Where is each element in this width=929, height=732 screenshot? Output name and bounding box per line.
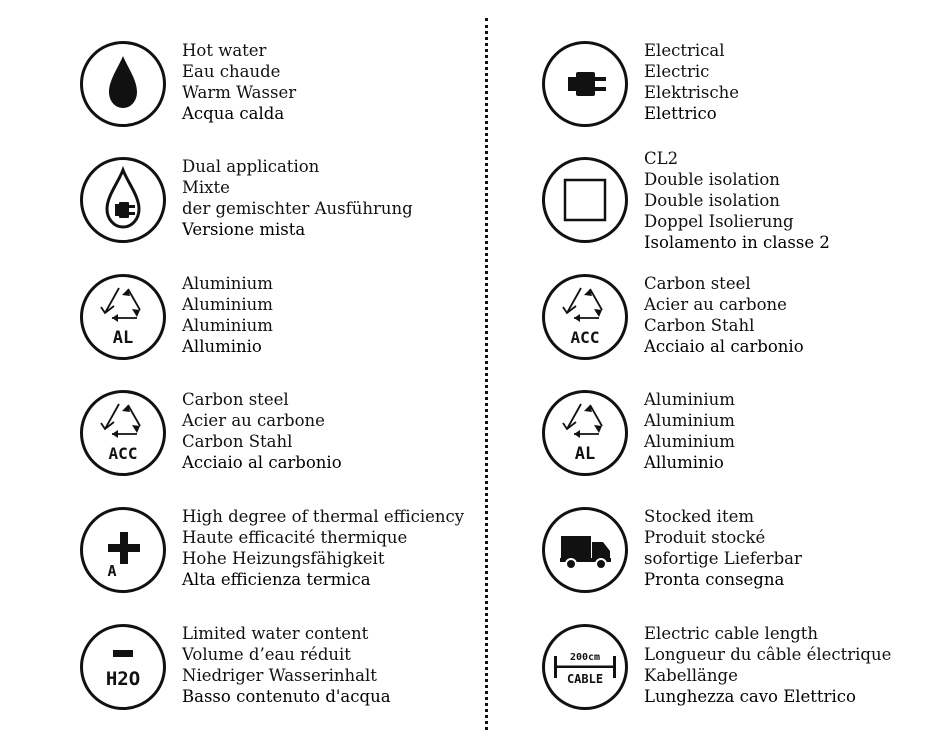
label-en: Aluminium <box>644 390 735 409</box>
label-de: Carbon Stahl <box>644 316 755 335</box>
recycle-al-icon <box>79 273 167 361</box>
double-square-icon <box>541 156 629 244</box>
drop-plug-icon <box>79 156 167 244</box>
legend-item-carbon-steel <box>541 273 929 373</box>
recycle-acc-icon <box>79 389 167 477</box>
label-de: Niedriger Wasserinhalt <box>182 666 377 685</box>
legend-item-electrical <box>541 40 929 140</box>
label-de: Aluminium <box>644 432 735 451</box>
label-fr: Longueur du câble électrique <box>644 645 892 664</box>
label-it: Versione mista <box>182 220 306 239</box>
label-de: Doppel Isolierung <box>644 212 794 231</box>
label-en: Double isolation <box>644 170 780 189</box>
label-fr: Mixte <box>182 178 230 197</box>
label-de: Elektrische <box>644 83 739 102</box>
badge-label: AL <box>112 328 134 348</box>
label-fr: Acier au carbone <box>644 295 787 314</box>
label-it: Elettrico <box>644 104 717 123</box>
badge-length: 200cm <box>569 652 601 663</box>
legend-item-hot-water <box>79 40 519 140</box>
label-en: Electrical <box>644 41 725 60</box>
label-lines <box>182 506 464 590</box>
label-fr: Haute efficacité thermique <box>182 528 408 547</box>
label-de: Aluminium <box>182 316 273 335</box>
label-it: Isolamento in classe 2 <box>644 233 830 252</box>
label-class: CL2 <box>644 149 679 168</box>
label-en: Dual application <box>182 157 320 176</box>
label-it: Alta efficienza termica <box>182 570 371 589</box>
recycle-acc-icon <box>541 273 629 361</box>
badge-label: A <box>107 562 117 580</box>
label-de: der gemischter Ausführung <box>182 199 413 218</box>
badge-label: AL <box>574 444 596 464</box>
minus-h2o-icon <box>79 623 167 711</box>
legend-item-aluminium <box>541 389 929 489</box>
label-fr: Aluminium <box>182 295 273 314</box>
label-de: Carbon Stahl <box>182 432 293 451</box>
label-it: Alluminio <box>182 337 262 356</box>
water-drop-icon <box>79 40 167 128</box>
label-fr: Acier au carbone <box>182 411 325 430</box>
legend-item-stocked <box>541 506 929 606</box>
cable-length-icon <box>541 623 629 711</box>
truck-icon <box>541 506 629 594</box>
label-fr: Volume d’eau réduit <box>182 645 351 664</box>
label-de: Warm Wasser <box>182 83 297 102</box>
label-it: Acqua calda <box>182 104 285 123</box>
legend-item-double-isolation <box>541 148 929 258</box>
legend-item-thermal-efficiency <box>79 506 519 606</box>
label-en: Carbon steel <box>182 390 289 409</box>
label-de: Kabellänge <box>644 666 738 685</box>
label-it: Acciaio al carbonio <box>182 453 342 472</box>
label-lines <box>182 156 413 240</box>
label-it: Acciaio al carbonio <box>644 337 804 356</box>
label-it: Basso contenuto d'acqua <box>182 687 391 706</box>
legend-item-cable-length <box>541 623 929 723</box>
label-de: Hohe Heizungsfähigkeit <box>182 549 385 568</box>
label-en: Hot water <box>182 41 267 60</box>
legend-item-carbon-steel <box>79 389 519 489</box>
label-fr: Electric <box>644 62 710 81</box>
plug-icon <box>541 40 629 128</box>
label-it: Lunghezza cavo Elettrico <box>644 687 856 706</box>
recycle-al-icon <box>541 389 629 477</box>
badge-label: ACC <box>570 328 600 347</box>
label-fr: Aluminium <box>644 411 735 430</box>
label-lines <box>644 273 804 357</box>
label-en: Carbon steel <box>644 274 751 293</box>
label-lines <box>644 148 830 253</box>
label-fr: Eau chaude <box>182 62 281 81</box>
label-lines <box>182 40 296 124</box>
legend-item-aluminium <box>79 273 519 373</box>
label-it: Pronta consegna <box>644 570 785 589</box>
label-en: High degree of thermal efficiency <box>182 507 465 526</box>
label-it: Alluminio <box>644 453 724 472</box>
label-lines <box>644 623 891 707</box>
label-lines <box>182 623 391 707</box>
label-en: Stocked item <box>644 507 754 526</box>
label-lines <box>182 389 342 473</box>
plus-a-icon <box>79 506 167 594</box>
label-lines <box>644 506 802 590</box>
label-fr: Produit stocké <box>644 528 766 547</box>
badge-label: ACC <box>108 444 138 463</box>
label-lines <box>644 389 735 473</box>
label-de: sofortige Lieferbar <box>644 549 802 568</box>
label-lines <box>644 40 739 124</box>
badge-cable: CABLE <box>566 672 604 686</box>
legend-item-limited-water <box>79 623 519 723</box>
label-fr: Double isolation <box>644 191 780 210</box>
label-en: Limited water content <box>182 624 369 643</box>
badge-label: H2O <box>105 668 141 690</box>
label-en: Electric cable length <box>644 624 819 643</box>
legend-item-dual-application <box>79 156 519 256</box>
label-lines <box>182 273 273 357</box>
label-en: Aluminium <box>182 274 273 293</box>
